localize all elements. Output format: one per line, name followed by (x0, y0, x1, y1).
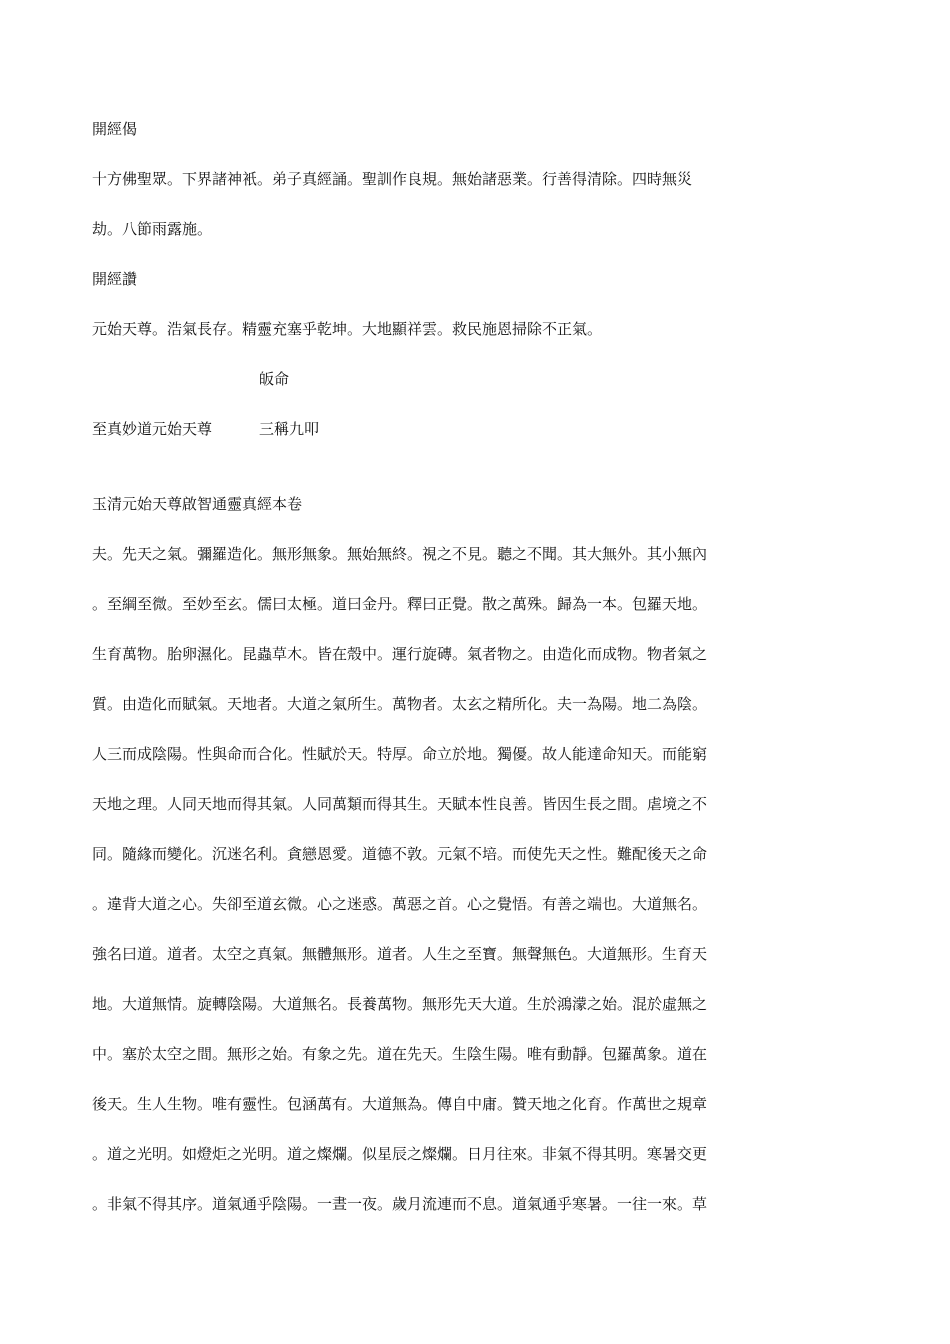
body-line: 。違背大道之心。失卻至道玄微。心之迷惑。萬惡之首。心之覺悟。有善之端也。大道無名。 (92, 895, 708, 913)
heading-kaijing-ji: 開經偈 (92, 120, 138, 138)
scripture-title: 玉清元始天尊啟智通靈真經本卷 (92, 495, 303, 513)
heading-kaijing-zan: 開經讚 (92, 270, 138, 288)
body-line: 生育萬物。胎卵濕化。昆蟲草木。皆在殼中。運行旋磚。氣者物之。由造化而成物。物者氣之 (92, 645, 708, 663)
verse-line-1: 十方佛聖眾。下界諸神衹。弟子真經誦。聖訓作良規。無始諸惡業。行善得清除。四時無災 (92, 170, 693, 188)
refuge-label: 皈命 (259, 370, 290, 388)
body-line: 。至綱至微。至妙至玄。儒曰太極。道曰金丹。釋曰正覺。散之萬殊。歸為一本。包羅天地。 (92, 595, 708, 613)
body-line: 天地之理。人同天地而得其氣。人同萬類而得其生。天賦本性良善。皆因生長之間。虐境之不 (92, 795, 708, 813)
body-line: 夫。先天之氣。彌羅造化。無形無象。無始無終。視之不見。聽之不聞。其大無外。其小無內 (92, 545, 708, 563)
body-line: 同。隨緣而變化。沉迷名利。貪戀恩愛。道德不敦。元氣不培。而使先天之性。難配後天之命 (92, 845, 708, 863)
verse-line-2: 劫。八節雨露施。 (92, 220, 213, 238)
invocation-name: 至真妙道元始天尊 (92, 420, 213, 438)
body-line: 地。大道無情。旋轉陰陽。大道無名。長養萬物。無形先天大道。生於鴻濛之始。混於虛無之 (92, 995, 708, 1013)
document-page (92, 0, 792, 1344)
body-line: 質。由造化而賦氣。天地者。大道之氣所生。萬物者。太玄之精所化。夫一為陽。地二為陰。 (92, 695, 708, 713)
body-line: 人三而成陰陽。性與命而合化。性賦於天。特厚。命立於地。獨優。故人能達命知天。而能窮 (92, 745, 708, 763)
invocation-line (92, 419, 492, 439)
praise-line: 元始天尊。浩氣長存。精靈充塞乎乾坤。大地顯祥雲。救民施恩掃除不正氣。 (92, 320, 603, 338)
body-line: 後天。生人生物。唯有靈性。包涵萬有。大道無為。傳自中庸。贊天地之化育。作萬世之規章 (92, 1095, 708, 1113)
body-line: 強名曰道。道者。太空之真氣。無體無形。道者。人生之至寶。無聲無色。大道無形。生育天 (92, 945, 708, 963)
body-line: 中。塞於太空之間。無形之始。有象之先。道在先天。生陰生陽。唯有動靜。包羅萬象。道在 (92, 1045, 708, 1063)
body-line: 。非氣不得其序。道氣通乎陰陽。一晝一夜。歲月流連而不息。道氣通乎寒暑。一往一來。草 (92, 1195, 708, 1213)
invocation-rite: 三稱九叩 (259, 420, 320, 438)
body-line: 。道之光明。如燈炬之光明。道之燦爛。似星辰之燦爛。日月往來。非氣不得其明。寒暑交更 (92, 1145, 708, 1163)
